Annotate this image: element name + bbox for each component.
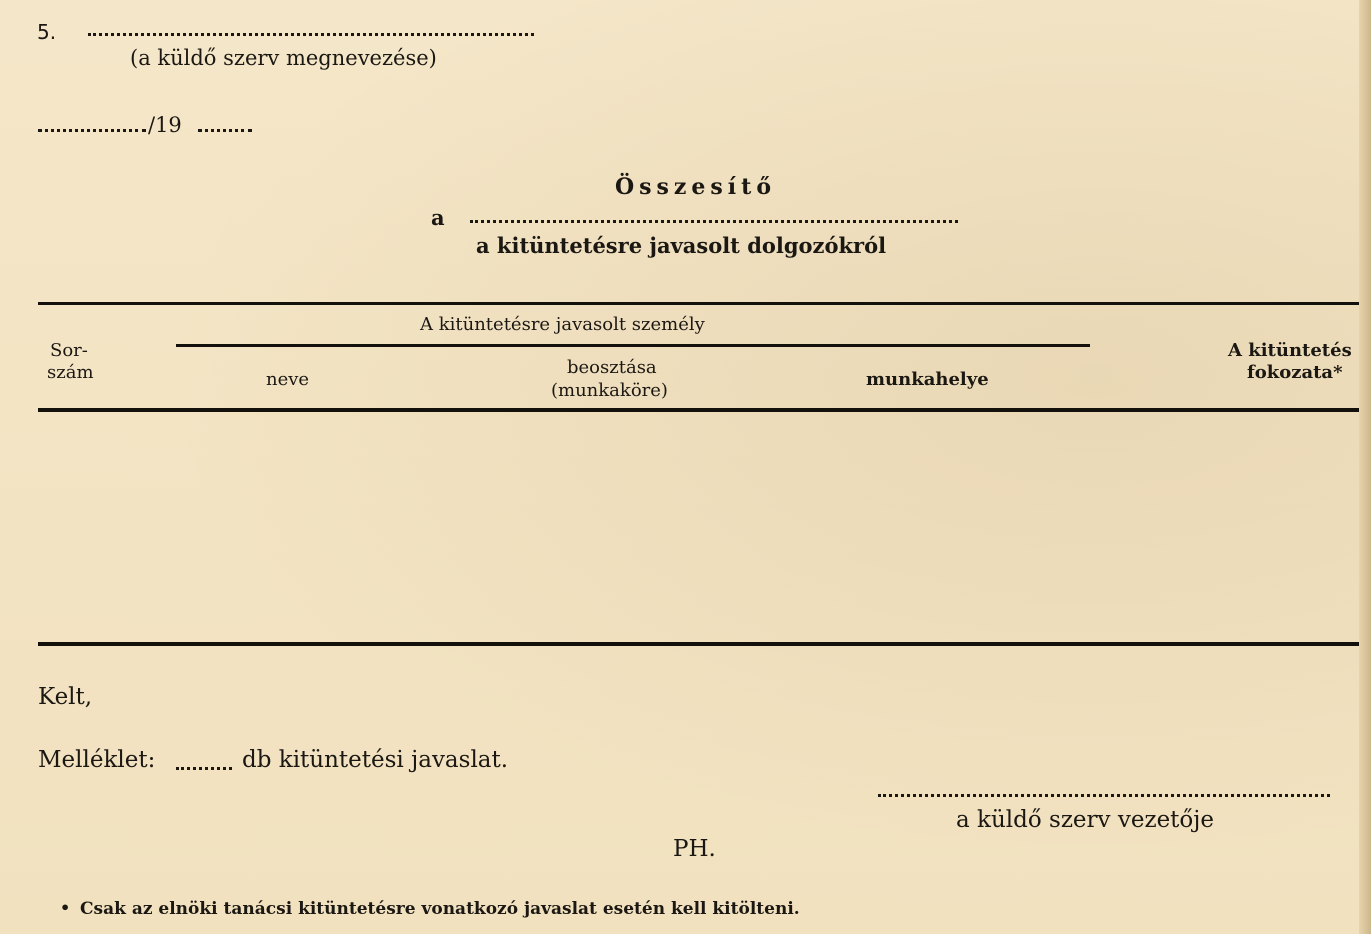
col-position-line2: (munkaköre) — [551, 380, 668, 401]
col-workplace: munkahelye — [866, 369, 989, 390]
col-name: neve — [266, 369, 310, 390]
form-number: 5. — [37, 20, 57, 44]
table-group-header: A kitüntetésre javasolt személy — [420, 314, 705, 335]
group-header-rule — [176, 344, 1090, 347]
attachment-suffix: db kitüntetési javaslat. — [242, 747, 509, 773]
file-number-year: /19 — [148, 113, 182, 137]
col-award-line1: A kitüntetés — [1228, 340, 1352, 361]
col-serial-line2: szám — [47, 362, 94, 383]
paper-edge — [1359, 0, 1371, 934]
table-body-area[interactable] — [38, 414, 1361, 642]
date-label: Kelt, — [38, 684, 93, 710]
col-award-line2: fokozata* — [1247, 362, 1343, 383]
document-title: Összesítő — [615, 174, 777, 200]
table-header-bottom-rule — [38, 408, 1361, 412]
stamp-label: PH. — [673, 836, 716, 862]
col-position-line1: beosztása — [567, 357, 657, 378]
sender-name-field[interactable] — [88, 33, 534, 36]
footnote-marker: • — [60, 898, 71, 917]
col-serial-line1: Sor- — [50, 340, 88, 361]
footnote-text: Csak az elnöki tanácsi kitüntetésre vonatkozó javaslat esetén kell kitölteni. — [80, 899, 800, 919]
sender-caption: (a küldő szerv megnevezése) — [130, 46, 437, 70]
file-number-field[interactable] — [38, 129, 146, 132]
file-year-field[interactable] — [198, 129, 252, 132]
attachment-prefix: Melléklet: — [38, 747, 156, 773]
attachment-count-field[interactable] — [176, 767, 232, 770]
document-subtitle: a kitüntetésre javasolt dolgozókról — [476, 233, 887, 258]
signature-field[interactable] — [878, 794, 1330, 797]
title-prefix: a — [431, 205, 445, 230]
signature-caption: a küldő szerv vezetője — [956, 807, 1215, 833]
table-bottom-rule — [38, 642, 1361, 646]
organization-field[interactable] — [470, 220, 958, 223]
table-top-rule — [38, 302, 1361, 305]
